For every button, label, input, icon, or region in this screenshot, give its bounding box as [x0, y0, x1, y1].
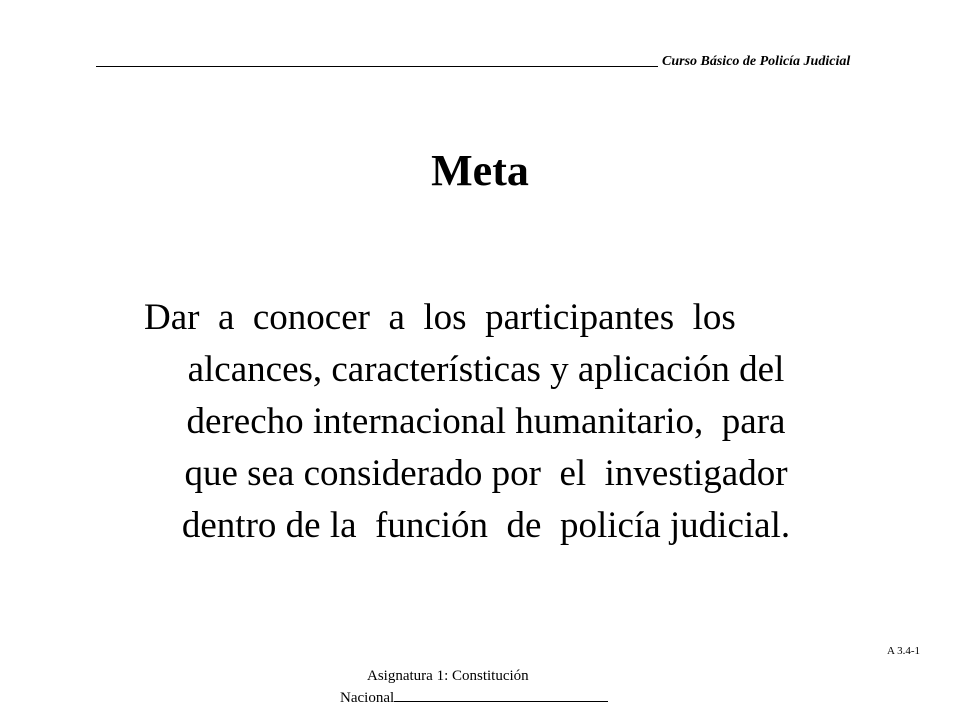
body-line: Dar a conocer a los participantes los — [144, 297, 736, 338]
footer-subject-word: Nacional — [340, 690, 395, 706]
footer-subject-continued — [340, 687, 630, 709]
slide-code: A 3.4-1 — [887, 645, 920, 657]
header-rule — [96, 66, 658, 67]
body-line: alcances, características y aplicación del — [187, 349, 785, 390]
footer — [340, 665, 630, 709]
slide-body — [120, 292, 852, 552]
body-line: que sea considerado por el investigador — [184, 453, 788, 494]
footer-subject: Asignatura 1: Constitución — [367, 668, 529, 684]
footer-underline — [394, 687, 608, 702]
body-line: dentro de la función de policía judicial. — [181, 505, 791, 546]
body-line: derecho internacional humanitario, para — [186, 401, 786, 442]
slide-title: Meta — [431, 146, 529, 195]
course-title: Curso Básico de Policía Judicial — [662, 54, 851, 69]
